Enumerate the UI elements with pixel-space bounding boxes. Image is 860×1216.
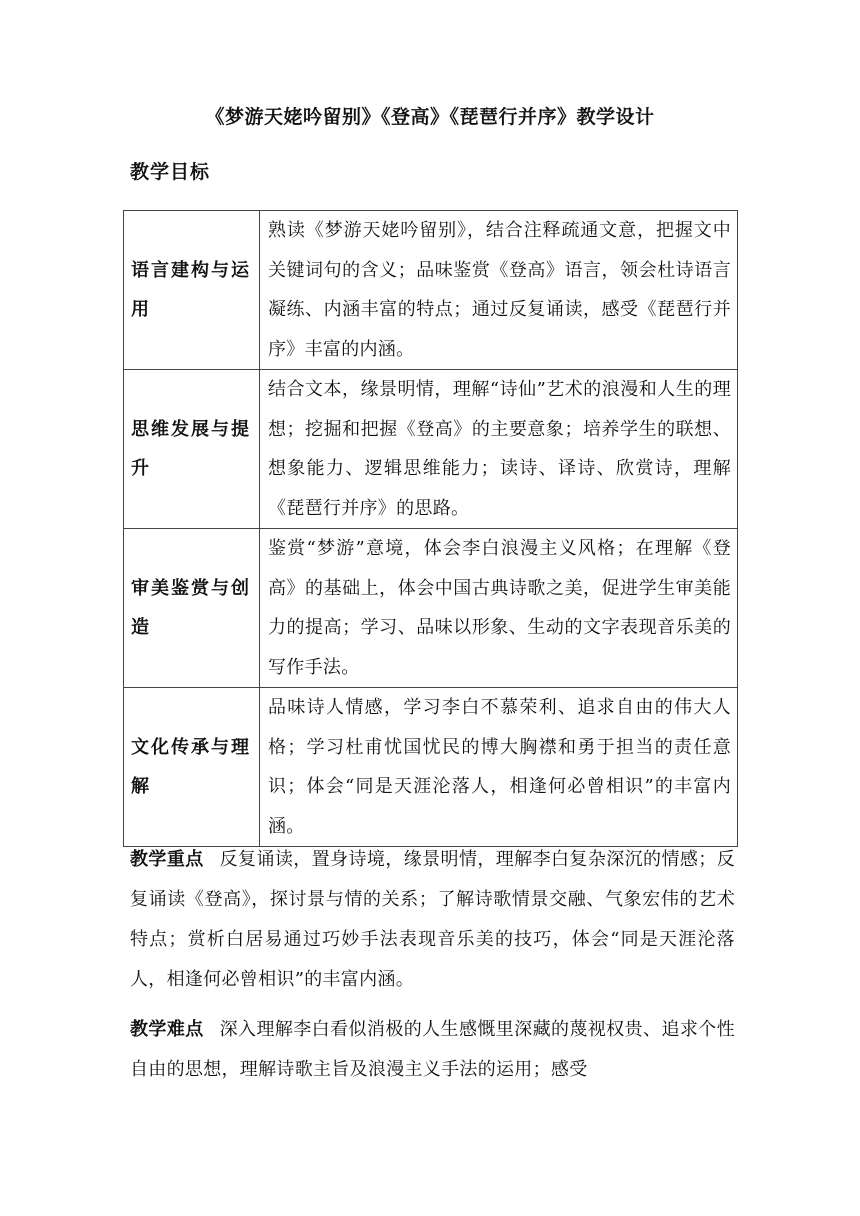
table-row — [124, 688, 738, 847]
objective-content: 品味诗人情感，学习李白不慕荣利、追求自由的伟大人格；学习杜甫忧国忧民的博大胸襟和勇于担当的责任意识；体会“同是天涯沦落人，相逢何必曾相识”的丰富内涵。 — [260, 688, 738, 847]
difficult-points-text: 深入理解李白看似消极的人生感慨里深藏的蔑视权贵、追求个性自由的思想，理解诗歌主旨及浪漫主义手法的运用；感受 — [130, 1019, 735, 1080]
difficult-points-label: 教学难点 — [130, 1019, 204, 1040]
objectives-table — [123, 210, 738, 847]
objective-content: 熟读《梦游天姥吟留别》，结合注释疏通文意，把握文中关键词句的含义；品味鉴赏《登高》语言，领会杜诗语言凝练、内涵丰富的特点；通过反复诵读，感受《琵琶行并序》丰富的内涵。 — [260, 211, 738, 370]
objective-content: 结合文本，缘景明情，理解“诗仙”艺术的浪漫和人生的理想；挖掘和把握《登高》的主要意象；培养学生的联想、想象能力、逻辑思维能力；读诗、译诗、欣赏诗，理解《琵琶行并序》的思路。 — [260, 370, 738, 529]
objective-label: 文化传承与理解 — [124, 688, 260, 847]
difficult-points-paragraph — [130, 1010, 735, 1090]
table-row — [124, 211, 738, 370]
key-points-text: 反复诵读，置身诗境，缘景明情，理解李白复杂深沉的情感；反复诵读《登高》，探讨景与情的关系；了解诗歌情景交融、气象宏伟的艺术特点；赏析白居易通过巧妙手法表现音乐美的技巧，体会“同是天涯沦落人，相逢何必曾相识”的丰富内涵。 — [130, 849, 735, 990]
table-row — [124, 370, 738, 529]
objective-content: 鉴赏“梦游”意境，体会李白浪漫主义风格；在理解《登高》的基础上，体会中国古典诗歌之美，促进学生审美能力的提高；学习、品味以形象、生动的文字表现音乐美的写作手法。 — [260, 529, 738, 688]
table-row — [124, 529, 738, 688]
objective-label: 思维发展与提升 — [124, 370, 260, 529]
objective-label: 语言建构与运用 — [124, 211, 260, 370]
objectives-heading: 教学目标 — [130, 161, 211, 183]
key-points-label: 教学重点 — [130, 849, 204, 870]
document-title: 《梦游天姥吟留别》《登高》《琵琶行并序》教学设计 — [205, 106, 655, 128]
objective-label: 审美鉴赏与创造 — [124, 529, 260, 688]
key-points-paragraph — [130, 840, 735, 1000]
